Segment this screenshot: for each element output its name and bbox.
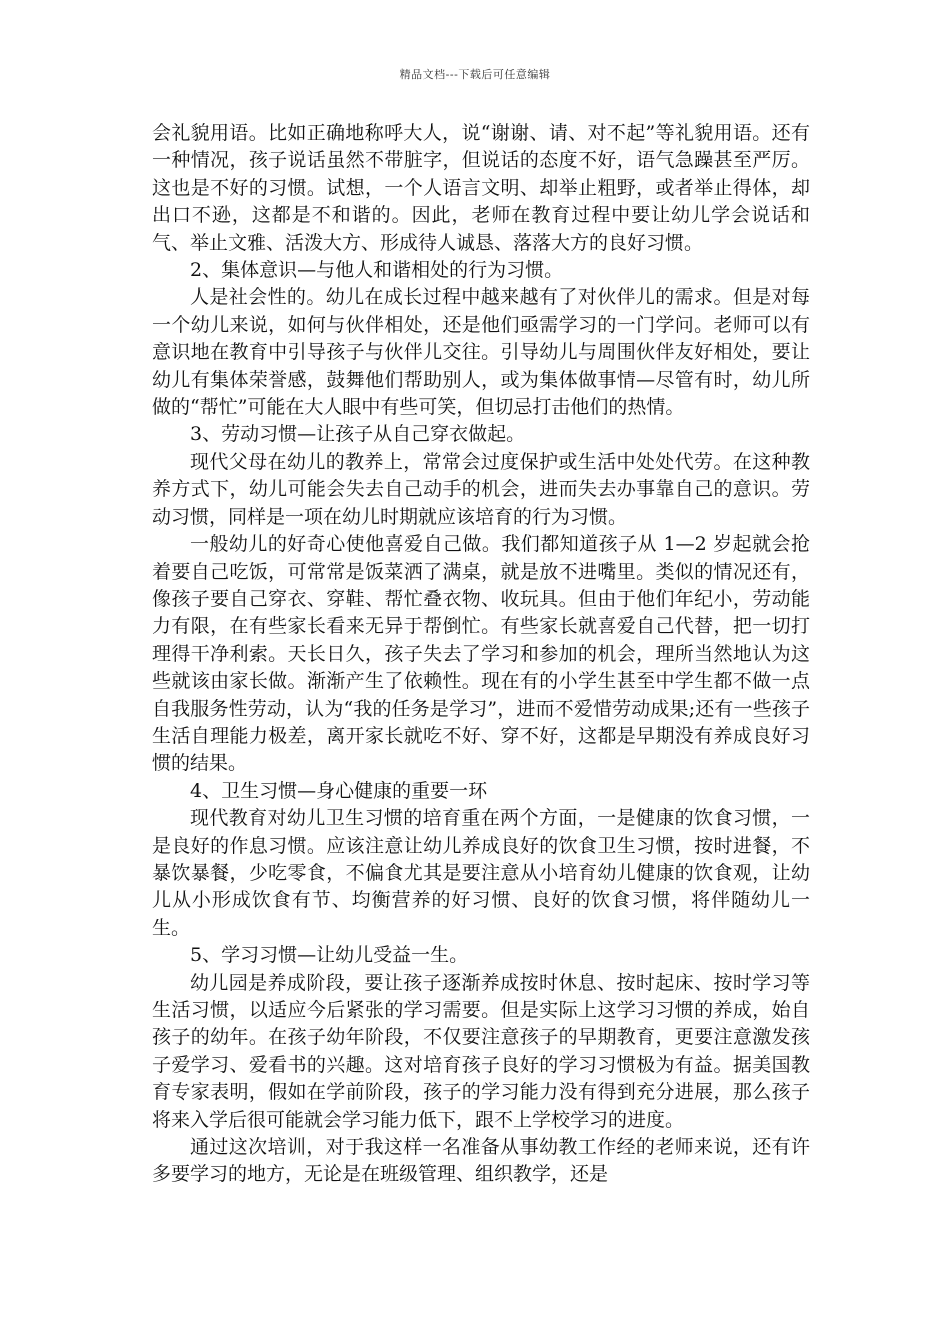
paragraph-curiosity: 一般幼儿的好奇心使他喜爱自己做。我们都知道孩子从 1—2 岁起就会抢着要自己吃饭，可常常是饭菜洒了满桌，就是放不进嘴里。类似的情况还有，像孩子要自己穿衣、穿鞋、帮忙叠衣物、收玩具。但由于他们年纪小，劳动能力有限，在有些家长看来无异于帮倒忙。有些家长就喜爱自己代替，把一切打理得干净利索。天长日久，孩子失去了学习和参加的机会，理所当然地认为这些就该由家长做。渐渐产生了依赖性。现在有的小学生甚至中学生都不做一点自我服务性劳动，认为“我的任务是学习”，进而不爱惜劳动成果;还有一些孩子生活自理能力极差，离开家长就吃不好、穿不好，这都是早期没有养成良好习惯的结果。 bbox=[152, 533, 810, 775]
paragraph-hygiene: 现代教育对幼儿卫生习惯的培育重在两个方面，一是健康的饮食习惯，一是良好的作息习惯。应该注意让幼儿养成良好的饮食卫生习惯，按时进餐，不暴饮暴餐，少吃零食，不偏食尤其是要注意从小培育幼儿健康的饮食观，让幼儿从小形成饮食有节、均衡营养的好习惯、良好的饮食习惯，将伴随幼儿一生。 bbox=[152, 807, 810, 939]
paragraph-kindergarten: 幼儿园是养成阶段，要让孩子逐渐养成按时休息、按时起床、按时学习等生活习惯，以适应今后紧张的学习需要。但是实际上这学习习惯的养成，始自孩子的幼年。在孩子幼年阶段，不仅要注意孩子的早期教育，更要注意激发孩子爱学习、爱看书的兴趣。这对培育孩子良好的学习习惯极为有益。据美国教育专家表明，假如在学前阶段，孩子的学习能力没有得到充分进展，那么孩子将来入学后很可能就会学习能力低下，跟不上学校学习的进度。 bbox=[152, 971, 810, 1131]
paragraph-social-nature: 人是社会性的。幼儿在成长过程中越来越有了对伙伴儿的需求。但是对每一个幼儿来说，如何与伙伴相处，还是他们亟需学习的一门学问。老师可以有意识地在教育中引导孩子与伙伴儿交往。引导幼儿与周围伙伴友好相处，要让幼儿有集体荣誉感，鼓舞他们帮助别人，或为集体做事情—尽管有时，幼儿所做的“帮忙”可能在大人眼中有些可笑，但切忌打击他们的热情。 bbox=[152, 286, 810, 419]
heading-collective-awareness: 2、集体意识—与他人和谐相处的行为习惯。 bbox=[190, 259, 564, 282]
paragraph-training-conclusion: 通过这次培训，对于我这样一名准备从事幼教工作经的老师来说，还有许多要学习的地方，无论是在班级管理、组织教学，还是 bbox=[152, 1136, 810, 1186]
heading-labor-habits: 3、劳动习惯—让孩子从自己穿衣做起。 bbox=[190, 423, 526, 446]
heading-hygiene-habits: 4、卫生习惯—身心健康的重要一环 bbox=[190, 779, 488, 802]
document-body bbox=[152, 120, 810, 1189]
paragraph-overprotection: 现代父母在幼儿的教养上，常常会过度保护或生活中处处代劳。在这种教养方式下，幼儿可能会失去自己动手的机会，进而失去办事靠自己的意识。劳动习惯，同样是一项在幼儿时期就应该培育的行为习惯。 bbox=[152, 450, 810, 528]
paragraph-intro-continued: 会礼貌用语。比如正确地称呼大人，说“谢谢、请、对不起”等礼貌用语。还有一种情况，孩子说话虽然不带脏字，但说话的态度不好，语气急躁甚至严厉。这也是不好的习惯。试想，一个人语言文明、却举止粗野，或者举止得体，却出口不逊，这都是不和谐的。因此，老师在教育过程中要让幼儿学会说话和气、举止文雅、活泼大方、形成待人诚恳、落落大方的良好习惯。 bbox=[152, 122, 810, 254]
heading-study-habits: 5、学习习惯—让幼儿受益一生。 bbox=[190, 944, 469, 967]
page-header: 精品文档---下载后可任意编辑 bbox=[399, 68, 551, 81]
